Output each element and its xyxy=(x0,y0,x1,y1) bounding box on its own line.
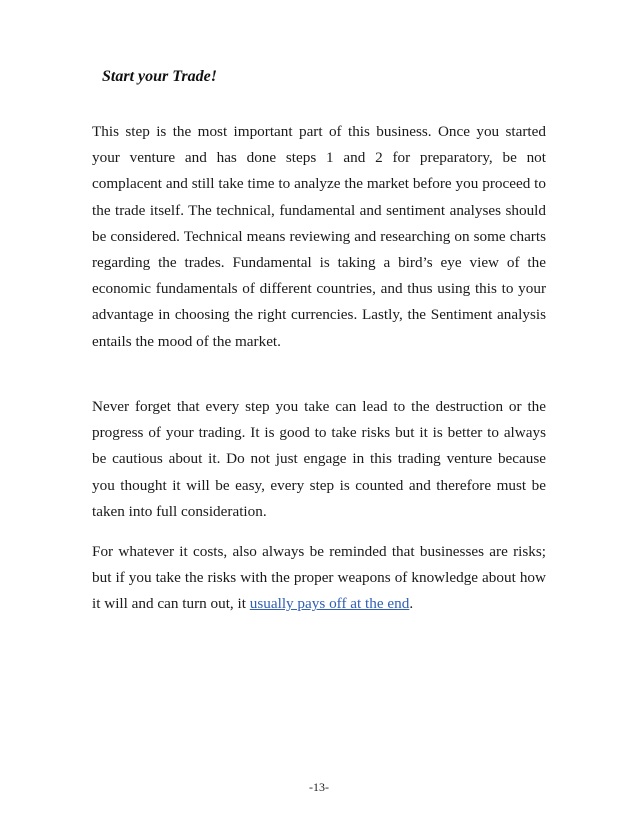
paragraph-conclusion xyxy=(92,539,546,618)
paragraph-trade-steps: This step is the most important part of this business. Once you started your venture and has done steps 1 and 2 for preparatory, be not complacent and still take time to analyze the market before you proceed to the trade itself. The technical, fundamental and sentiment analyses should be considered. Technical means reviewing and researching on some charts regarding the trades. Fundamental is taking a bird’s eye view of the economic fundamentals of different countries, and thus using this to your advantage in choosing the right currencies. Lastly, the Sentiment analysis entails the mood of the market. xyxy=(92,123,546,350)
conclusion-text-after-link: . xyxy=(409,595,414,613)
section-heading: Start your Trade! xyxy=(102,68,217,85)
page-number: -13- xyxy=(309,780,329,794)
pays-off-link[interactable]: usually pays off at the end xyxy=(249,595,410,613)
paragraph-caution: Never forget that every step you take can lead to the destruction or the progress of your trading. It is good to take risks but it is better to always be cautious about it. Do not just engage in this trading venture because you thought it will be easy, every step is counted and therefore must be taken into full consideration. xyxy=(92,398,546,520)
conclusion-text-before-link: For whatever it costs, also always be reminded that businesses are risks; but if you take the risks with the proper weapons of knowledge about how it will and can turn out, it xyxy=(92,543,546,613)
